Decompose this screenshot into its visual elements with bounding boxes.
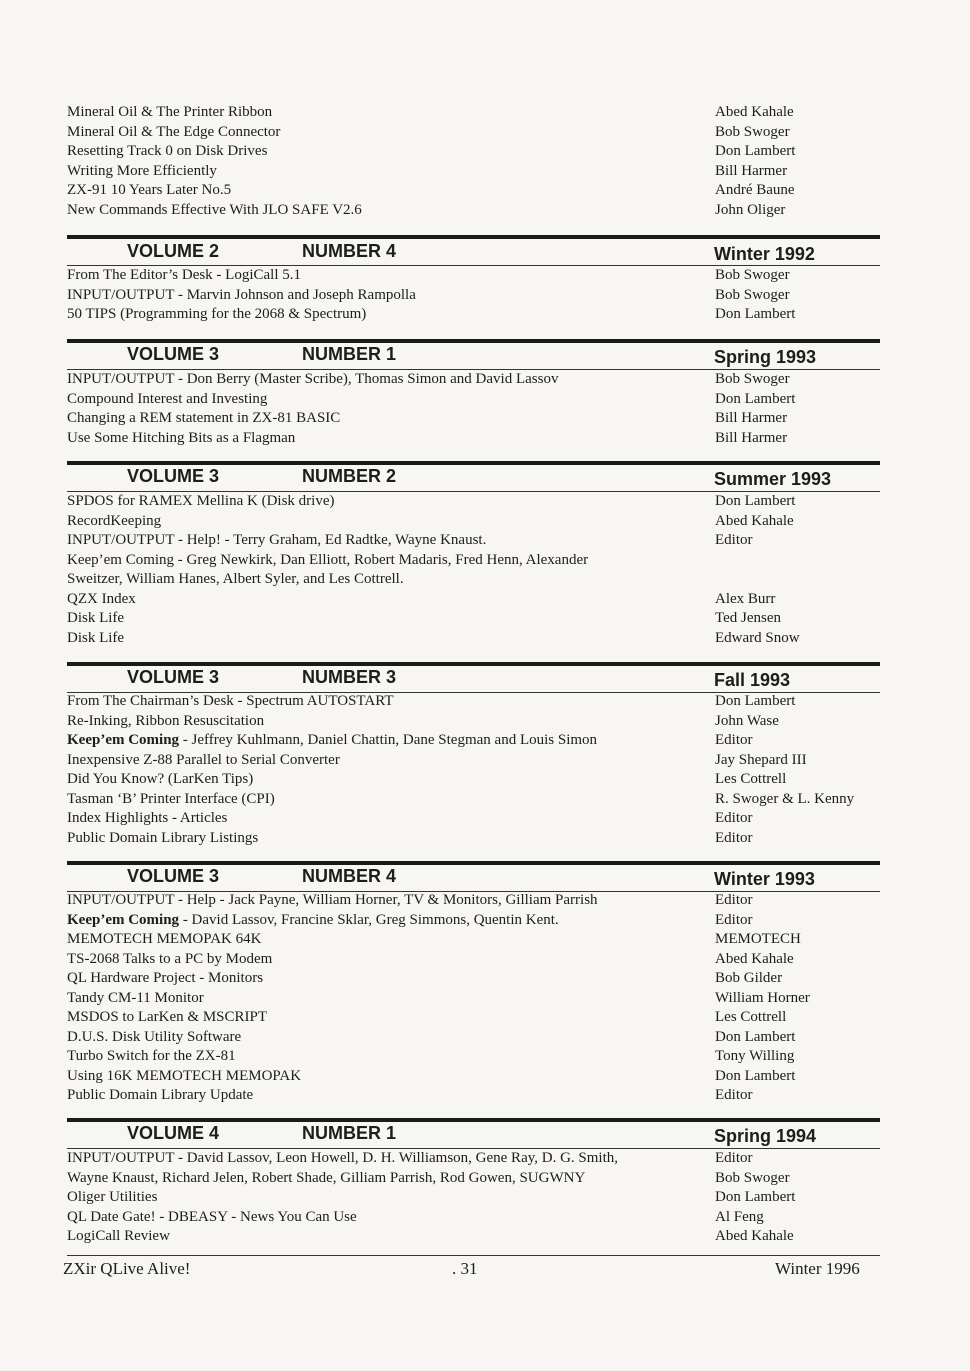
- list-item: INPUT/OUTPUT - Help! - Terry Graham, Ed Radtke, Wayne Knaust. Editor: [67, 532, 753, 548]
- volume-heading: VOLUME 4: [127, 1123, 220, 1143]
- season-heading: Spring 1993: [714, 347, 817, 367]
- list-item: 50 TIPS (Programming for the 2068 & Spectrum) Don Lambert: [67, 306, 796, 322]
- number-heading: NUMBER 4: [302, 866, 397, 886]
- season-heading: Summer 1993: [714, 469, 832, 489]
- list-item: Mineral Oil & The Printer Ribbon Abed Kahale: [67, 104, 794, 120]
- list-item: Re-Inking, Ribbon Resuscitation John Wase: [67, 712, 779, 729]
- volume-heading: VOLUME 3: [127, 466, 220, 486]
- list-item: Resetting Track 0 on Disk Drives Don Lambert: [67, 143, 796, 159]
- footer-issue: Winter 1996: [775, 1259, 860, 1278]
- number-heading: NUMBER 1: [302, 344, 397, 364]
- list-item: Disk Life Edward Snow: [67, 629, 800, 646]
- number-heading: NUMBER 1: [302, 1123, 397, 1143]
- number-heading: NUMBER 4: [302, 241, 397, 261]
- section-divider: [67, 339, 880, 343]
- list-item: QZX Index Alex Burr: [67, 590, 776, 607]
- season-heading: Spring 1994: [714, 1126, 817, 1146]
- list-item: Wayne Knaust, Richard Jelen, Robert Shade, Gilliam Parrish, Rod Gowen, SUGWNY Bob Swoger: [67, 1169, 790, 1186]
- list-item: INPUT/OUTPUT - David Lassov, Leon Howell, D. H. Williamson, Gene Ray, D. G. Smith, Editor: [67, 1150, 753, 1166]
- section-divider: [67, 662, 880, 666]
- keepem-coming-label: Keep’em Coming: [67, 732, 180, 748]
- list-item: QL Date Gate! - DBEASY - News You Can Use Al Feng: [67, 1208, 764, 1225]
- footer-rule: [67, 1255, 880, 1256]
- article-list: [67, 370, 882, 448]
- list-item: Changing a REM statement in ZX-81 BASIC Bill Harmer: [67, 410, 788, 426]
- number-heading: NUMBER 3: [302, 667, 397, 687]
- article-list: [67, 492, 882, 648]
- list-item: MSDOS to LarKen & MSCRIPT Les Cottrell: [67, 1009, 787, 1025]
- list-item: From The Chairman’s Desk - Spectrum AUTOSTART Don Lambert: [67, 693, 796, 709]
- list-item: INPUT/OUTPUT - Don Berry (Master Scribe), Thomas Simon and David Lassov Bob Swoger: [67, 371, 790, 387]
- list-item: Oliger Utilities Don Lambert: [67, 1189, 796, 1205]
- section-divider: [67, 1118, 880, 1122]
- number-heading: NUMBER 2: [302, 466, 397, 486]
- footer-page-number: . 31: [452, 1259, 478, 1278]
- list-item: MEMOTECH MEMOPAK 64K MEMOTECH: [67, 931, 801, 947]
- section-divider: [67, 461, 880, 465]
- list-item: Keep’em Coming - Greg Newkirk, Dan Elliott, Robert Madaris, Fred Henn, Alexander: [67, 551, 589, 568]
- season-heading: Fall 1993: [714, 670, 791, 690]
- top-article-list: [67, 103, 882, 220]
- section-divider: [67, 861, 880, 865]
- list-item: Disk Life Ted Jensen: [67, 610, 782, 626]
- list-item: INPUT/OUTPUT - Marvin Johnson and Joseph Rampolla Bob Swoger: [67, 286, 790, 303]
- list-item: From The Editor’s Desk - LogiCall 5.1 Bob Swoger: [67, 267, 790, 283]
- list-item: Use Some Hitching Bits as a Flagman Bill Harmer: [67, 429, 788, 446]
- list-item: LogiCall Review Abed Kahale: [67, 1228, 794, 1244]
- keepem-coming-label: Keep’em Coming: [67, 911, 180, 928]
- season-heading: Winter 1993: [714, 869, 815, 889]
- list-item: Writing More Efficiently Bill Harmer: [67, 162, 788, 179]
- list-item: Public Domain Library Update Editor: [67, 1087, 753, 1103]
- list-item: Keep’em Coming - Jeffrey Kuhlmann, Daniel Chattin, Dane Stegman and Louis Simon Editor: [67, 732, 753, 748]
- list-item: ZX-91 10 Years Later No.5 André Baune: [67, 182, 795, 198]
- season-heading: Winter 1992: [714, 244, 815, 264]
- article-list: [67, 266, 882, 325]
- list-item: Tandy CM-11 Monitor William Horner: [67, 989, 810, 1006]
- list-item: TS-2068 Talks to a PC by Modem Abed Kahale: [67, 950, 794, 967]
- list-item: SPDOS for RAMEX Mellina K (Disk drive) Don Lambert: [67, 493, 796, 509]
- list-item: RecordKeeping Abed Kahale: [67, 512, 794, 529]
- list-item: Mineral Oil & The Edge Connector Bob Swoger: [67, 123, 790, 140]
- list-item: Turbo Switch for the ZX-81 Tony Willing: [67, 1048, 795, 1064]
- list-item: Inexpensive Z-88 Parallel to Serial Converter Jay Shepard III: [67, 751, 807, 768]
- list-item: New Commands Effective With JLO SAFE V2.6 John Oliger: [67, 201, 786, 218]
- list-item: Using 16K MEMOTECH MEMOPAK Don Lambert: [67, 1067, 796, 1084]
- volume-heading: VOLUME 3: [127, 667, 220, 687]
- list-item: Index Highlights - Articles Editor: [67, 810, 753, 826]
- list-item: Compound Interest and Investing Don Lambert: [67, 390, 796, 407]
- list-item: Tasman ‘B’ Printer Interface (CPI) R. Swoger & L. Kenny: [67, 790, 855, 807]
- list-item: Public Domain Library Listings Editor: [67, 829, 753, 846]
- volume-heading: VOLUME 3: [127, 866, 220, 886]
- list-item: INPUT/OUTPUT - Help - Jack Payne, William Horner, TV & Monitors, Gilliam Parrish Editor: [67, 892, 753, 908]
- list-item: Did You Know? (LarKen Tips) Les Cottrell: [67, 771, 787, 787]
- volume-heading: VOLUME 3: [127, 344, 220, 364]
- section-divider: [67, 235, 880, 239]
- article-list: [67, 692, 882, 848]
- article-list: [67, 891, 882, 1106]
- footer-publication: ZXir QLive Alive!: [63, 1259, 191, 1278]
- list-item: Sweitzer, William Hanes, Albert Syler, and Les Cottrell.: [67, 571, 404, 587]
- list-item: D.U.S. Disk Utility Software Don Lambert: [67, 1028, 796, 1045]
- list-item: QL Hardware Project - Monitors Bob Gilder: [67, 970, 783, 986]
- list-item: Keep’em Coming - David Lassov, Francine Sklar, Greg Simmons, Quentin Kent. Editor: [67, 911, 753, 928]
- article-list: [67, 1149, 882, 1247]
- volume-heading: VOLUME 2: [127, 241, 220, 261]
